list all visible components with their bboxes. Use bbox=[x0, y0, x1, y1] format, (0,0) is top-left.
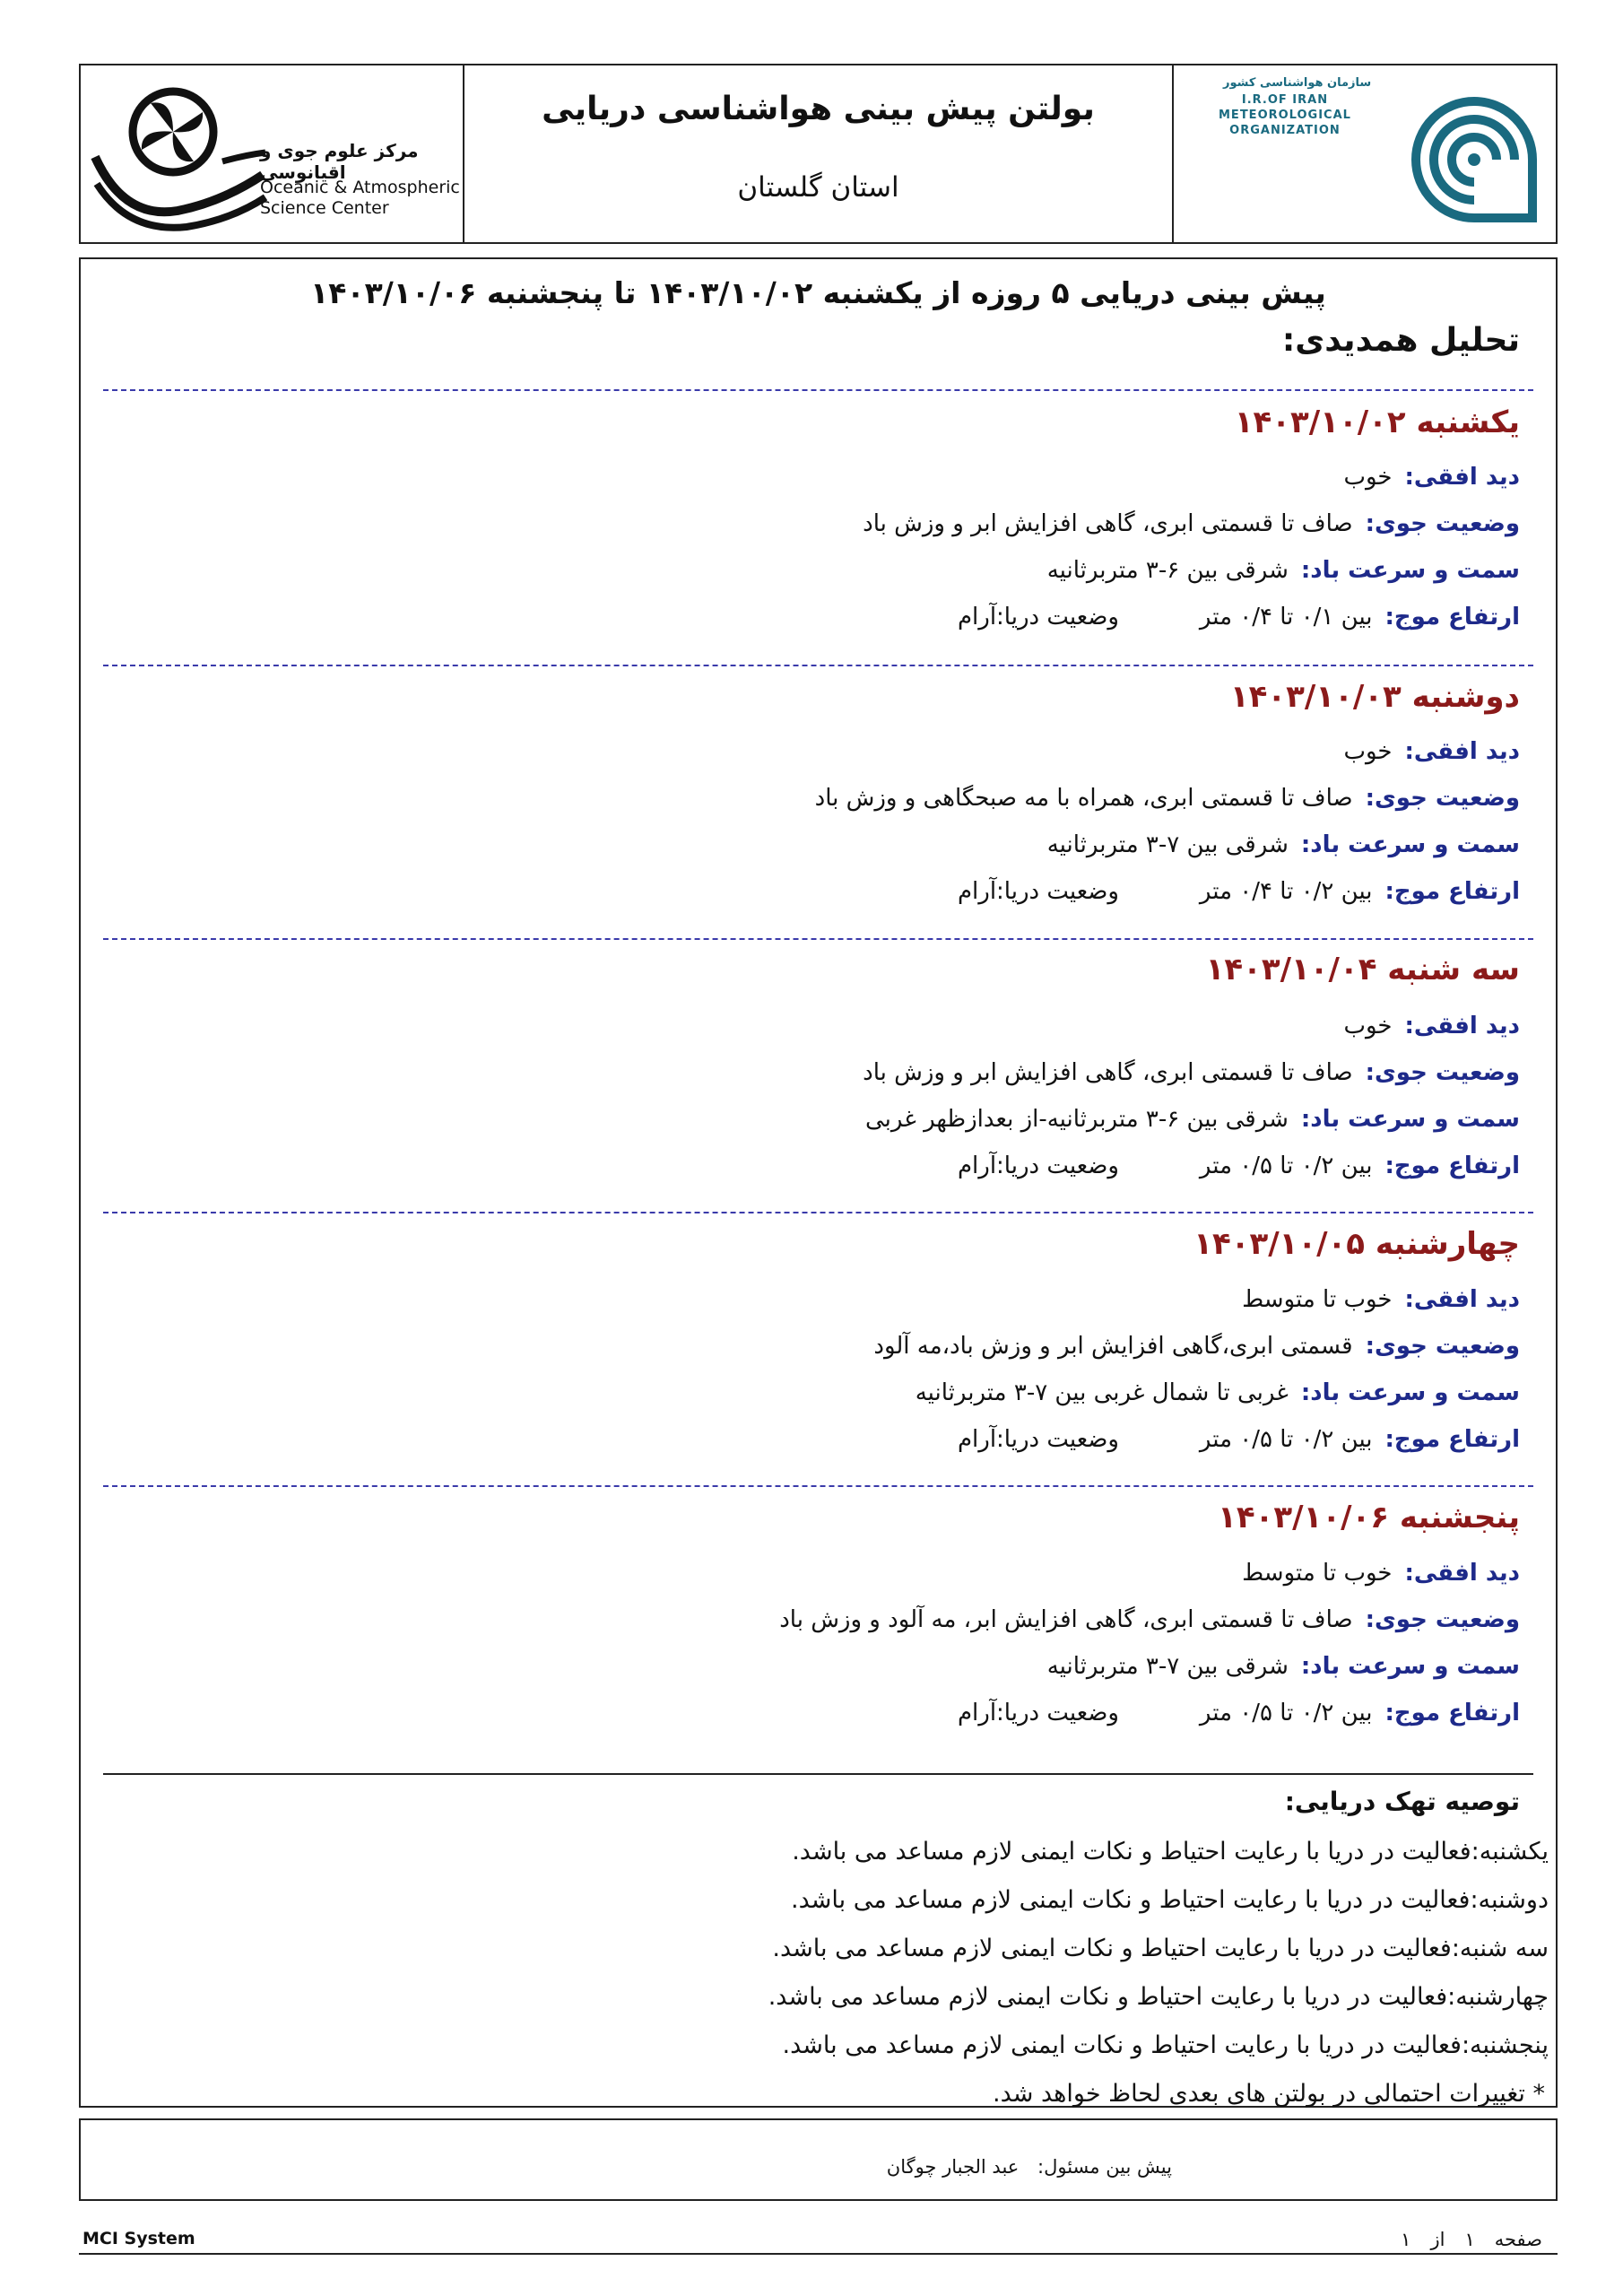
wave-row bbox=[958, 604, 1520, 631]
day-title: سه شنبه ۱۴۰۳/۱۰/۰۴ bbox=[1205, 952, 1520, 987]
weather-value: صاف تا قسمتی ابری، همراه با مه صبحگاهی و وزش باد bbox=[814, 785, 1353, 812]
visibility-value: خوب bbox=[1343, 738, 1393, 765]
advisory-title: توصیه تهک دریایی: bbox=[1284, 1787, 1520, 1816]
visibility-row bbox=[1343, 738, 1520, 765]
visibility-row bbox=[1343, 464, 1520, 491]
oasc-name-en-line1: Oceanic & Atmospheric bbox=[260, 178, 460, 197]
weather-row bbox=[873, 1333, 1520, 1360]
irimo-name-en-line1: I.R.OF IRAN bbox=[1241, 93, 1329, 107]
wave-label: ارتفاع موج: bbox=[1384, 1700, 1520, 1726]
sea-state-value: وضعیت دریا:آرام bbox=[957, 1426, 1119, 1453]
forecaster-label: پیش بین مسئول: bbox=[1037, 2156, 1172, 2178]
wind-value: غربی تا شمال غربی بین ۷-۳ متربرثانیه bbox=[915, 1379, 1289, 1406]
oasc-logo-cell bbox=[81, 65, 464, 242]
visibility-value: خوب bbox=[1343, 1013, 1393, 1039]
forecast-body bbox=[79, 257, 1558, 2108]
oasc-name-en bbox=[260, 178, 460, 219]
page-total: ۱ bbox=[1401, 2229, 1411, 2250]
oasc-logo-icon bbox=[88, 76, 267, 238]
weather-label: وضعیت جوی: bbox=[1365, 1059, 1520, 1086]
forecast-period-title: پیش بینی دریایی ۵ روزه از یکشنبه ۱۴۰۳/۱۰/۰۲ تا پنجشنبه ۱۴۰۳/۱۰/۰۶ bbox=[310, 275, 1326, 310]
advisory-separator bbox=[103, 1773, 1533, 1775]
wind-value: شرقی بین ۶-۳ متربرثانیه bbox=[1046, 557, 1289, 584]
dashed-separator bbox=[103, 1485, 1533, 1487]
weather-row bbox=[779, 1606, 1520, 1633]
wave-row bbox=[958, 1700, 1520, 1726]
wave-value: بین ۰/۲ تا ۰/۵ متر bbox=[1199, 1426, 1373, 1453]
dashed-separator bbox=[103, 665, 1533, 666]
visibility-label: دید افقی: bbox=[1404, 1286, 1520, 1313]
visibility-row bbox=[1242, 1286, 1520, 1313]
wave-row bbox=[958, 878, 1520, 905]
weather-value: صاف تا قسمتی ابری، گاهی افزایش ابر، مه آلود و وزش باد bbox=[779, 1606, 1353, 1633]
weather-label: وضعیت جوی: bbox=[1365, 1606, 1520, 1633]
irimo-name-en-line2: METEOROLOGICAL bbox=[1219, 109, 1351, 122]
wind-label: سمت و سرعت باد: bbox=[1300, 1653, 1520, 1680]
wind-label: سمت و سرعت باد: bbox=[1300, 831, 1520, 858]
irimo-logo-icon bbox=[1398, 83, 1550, 231]
weather-value: صاف تا قسمتی ابری، گاهی افزایش ابر و وزش باد bbox=[863, 1059, 1353, 1086]
system-name: MCI System bbox=[82, 2229, 195, 2248]
page-number bbox=[1381, 2229, 1542, 2250]
irimo-logo-cell bbox=[1172, 65, 1556, 242]
wind-value: شرقی بین ۶-۳ متربرثانیه-از بعدازظهر غربی bbox=[864, 1106, 1289, 1133]
oasc-name-en-line2: Science Center bbox=[260, 198, 389, 218]
visibility-row bbox=[1343, 1013, 1520, 1039]
wind-row bbox=[1047, 831, 1520, 858]
forecaster-name: عبد الجبار چوگان bbox=[886, 2156, 1020, 2178]
advisory-line: سه شنبه:فعالیت در دریا با رعایت احتیاط و نکات ایمنی لازم مساعد می باشد. bbox=[772, 1935, 1549, 1962]
sea-state-value: وضعیت دریا:آرام bbox=[957, 604, 1119, 631]
page-current: ۱ bbox=[1464, 2229, 1475, 2250]
irimo-name-fa: سازمان هواشناسی کشور bbox=[1223, 76, 1372, 90]
forecaster-signature bbox=[887, 2156, 1172, 2178]
wind-row bbox=[865, 1106, 1520, 1133]
wind-value: شرقی بین ۷-۳ متربرثانیه bbox=[1046, 1653, 1289, 1680]
advisory-line: یکشنبه:فعالیت در دریا با رعایت احتیاط و نکات ایمنی لازم مساعد می باشد. bbox=[792, 1838, 1549, 1866]
visibility-value: خوب bbox=[1343, 464, 1393, 491]
header-title-cell bbox=[464, 65, 1172, 242]
weather-value: صاف تا قسمتی ابری، گاهی افزایش ابر و وزش باد bbox=[863, 510, 1353, 537]
wave-label: ارتفاع موج: bbox=[1384, 878, 1520, 905]
weather-label: وضعیت جوی: bbox=[1365, 785, 1520, 812]
day-title: دوشنبه ۱۴۰۳/۱۰/۰۳ bbox=[1229, 679, 1520, 715]
wind-row bbox=[916, 1379, 1520, 1406]
wind-label: سمت و سرعت باد: bbox=[1300, 557, 1520, 584]
wave-label: ارتفاع موج: bbox=[1384, 604, 1520, 631]
sea-state-value: وضعیت دریا:آرام bbox=[957, 1700, 1119, 1726]
wind-value: شرقی بین ۷-۳ متربرثانیه bbox=[1046, 831, 1289, 858]
dashed-separator bbox=[103, 938, 1533, 940]
wind-label: سمت و سرعت باد: bbox=[1300, 1106, 1520, 1133]
irimo-name-en-line3: ORGANIZATION bbox=[1229, 124, 1341, 137]
sea-state-value: وضعیت دریا:آرام bbox=[957, 878, 1119, 905]
footer-line bbox=[79, 2253, 1558, 2255]
weather-row bbox=[863, 1059, 1520, 1086]
page-label: صفحه bbox=[1494, 2229, 1542, 2250]
dashed-separator bbox=[103, 389, 1533, 391]
weather-label: وضعیت جوی: bbox=[1365, 1333, 1520, 1360]
wave-label: ارتفاع موج: bbox=[1384, 1426, 1520, 1453]
wave-value: بین ۰/۲ تا ۰/۴ متر bbox=[1199, 878, 1373, 905]
wind-label: سمت و سرعت باد: bbox=[1300, 1379, 1520, 1406]
advisory-line: دوشنبه:فعالیت در دریا با رعایت احتیاط و نکات ایمنی لازم مساعد می باشد. bbox=[791, 1886, 1549, 1914]
page-of-label: از bbox=[1430, 2229, 1445, 2250]
wave-label: ارتفاع موج: bbox=[1384, 1152, 1520, 1179]
wave-row bbox=[958, 1152, 1520, 1179]
province-name: استان گلستان bbox=[737, 171, 899, 204]
advisory-line: پنجشنبه:فعالیت در دریا با رعایت احتیاط و نکات ایمنی لازم مساعد می باشد. bbox=[782, 2031, 1549, 2059]
visibility-row bbox=[1242, 1560, 1520, 1587]
visibility-label: دید افقی: bbox=[1404, 738, 1520, 765]
visibility-label: دید افقی: bbox=[1404, 1013, 1520, 1039]
wave-value: بین ۰/۲ تا ۰/۵ متر bbox=[1199, 1152, 1373, 1179]
visibility-value: خوب تا متوسط bbox=[1242, 1560, 1393, 1587]
visibility-label: دید افقی: bbox=[1404, 1560, 1520, 1587]
sea-state-value: وضعیت دریا:آرام bbox=[957, 1152, 1119, 1179]
visibility-value: خوب تا متوسط bbox=[1242, 1286, 1393, 1313]
bulletin-title: بولتن پیش بینی هواشناسی دریایی bbox=[542, 91, 1095, 127]
wave-value: بین ۰/۲ تا ۰/۵ متر bbox=[1199, 1700, 1373, 1726]
day-title: چهارشنبه ۱۴۰۳/۱۰/۰۵ bbox=[1193, 1226, 1520, 1262]
wave-row bbox=[958, 1426, 1520, 1453]
synoptic-analysis-label: تحلیل همدیدی: bbox=[1281, 322, 1520, 359]
wind-row bbox=[1047, 557, 1520, 584]
wave-value: بین ۰/۱ تا ۰/۴ متر bbox=[1199, 604, 1373, 631]
weather-row bbox=[863, 510, 1520, 537]
advisory-line: چهارشنبه:فعالیت در دریا با رعایت احتیاط و نکات ایمنی لازم مساعد می باشد. bbox=[768, 1983, 1549, 2011]
signature-box bbox=[79, 2118, 1558, 2201]
weather-label: وضعیت جوی: bbox=[1365, 510, 1520, 537]
visibility-label: دید افقی: bbox=[1404, 464, 1520, 491]
day-title: پنجشنبه ۱۴۰۳/۱۰/۰۶ bbox=[1218, 1500, 1520, 1535]
bulletin-header bbox=[79, 64, 1558, 244]
advisory-note: * تغییرات احتمالی در بولتن های بعدی لحاظ خواهد شد. bbox=[993, 2080, 1545, 2108]
wind-row bbox=[1047, 1653, 1520, 1680]
day-title: یکشنبه ۱۴۰۳/۱۰/۰۲ bbox=[1234, 404, 1520, 440]
weather-value: قسمتی ابری،گاهی افزایش ابر و وزش باد،مه آلود bbox=[873, 1333, 1353, 1360]
weather-row bbox=[815, 785, 1520, 812]
irimo-name-en bbox=[1219, 92, 1351, 138]
oasc-name-fa: مرکز علوم جوی و اقیانوسی bbox=[260, 140, 419, 183]
dashed-separator bbox=[103, 1212, 1533, 1213]
